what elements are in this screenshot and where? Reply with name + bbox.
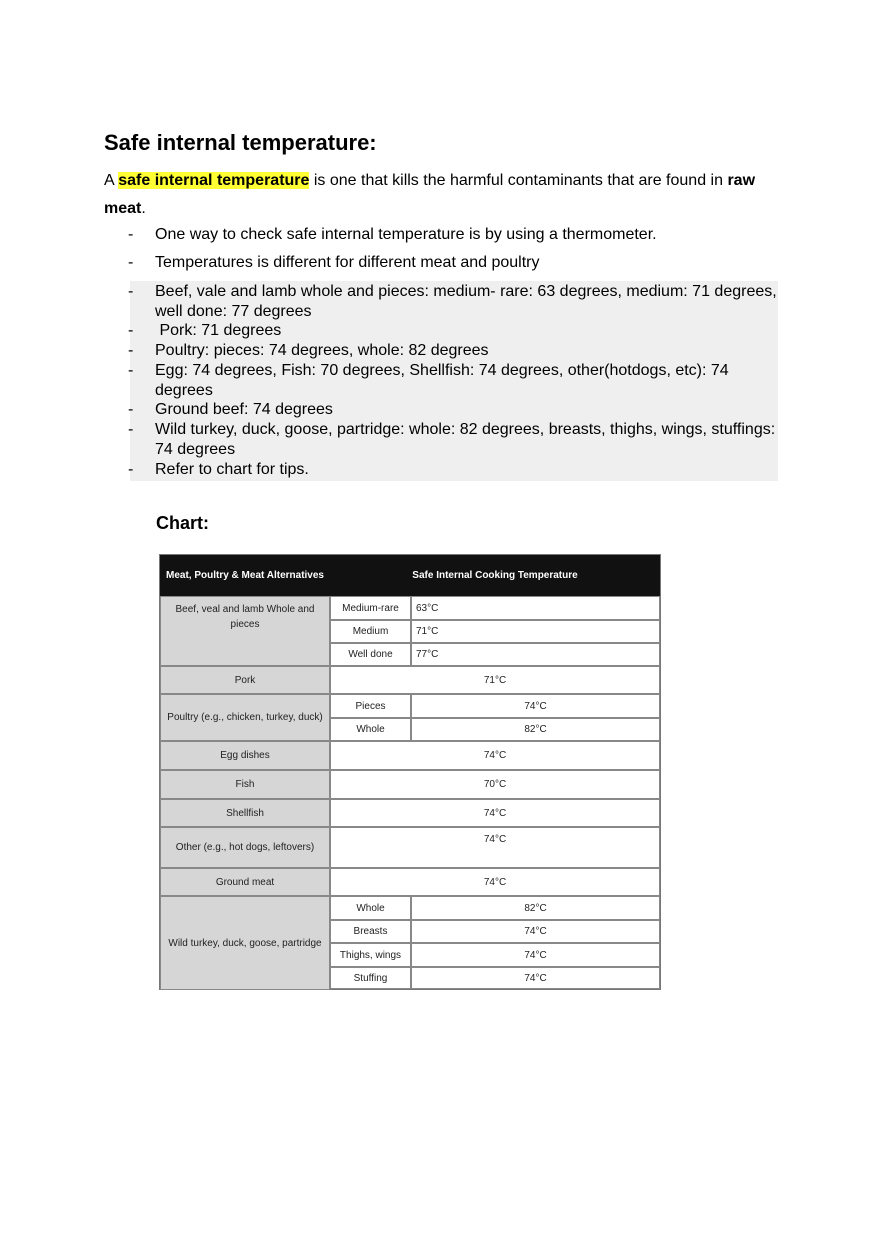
- row-label-other: Other (e.g., hot dogs, leftovers): [160, 827, 330, 868]
- list-item-text: Beef, vale and lamb whole and pieces: medium- rare: 63 degrees, medium: 71 degrees, well done: 77 degrees: [155, 283, 777, 320]
- cell-pieces-temp: 74°C: [411, 694, 660, 718]
- chart-heading: Chart:: [156, 513, 209, 533]
- cell-pork-temp: 71°C: [330, 666, 660, 694]
- cell-stuffing-temp: 74°C: [411, 967, 660, 989]
- cell-other-temp: 74°C: [330, 827, 660, 868]
- cell-whole: Whole: [330, 718, 411, 741]
- list-dash: -: [128, 322, 134, 339]
- intro-middle: is one that kills the harmful contaminants that are found in: [309, 172, 728, 189]
- cell-medium-rare-temp: 63°C: [411, 596, 660, 620]
- cell-medium-temp: 71°C: [411, 620, 660, 643]
- cell-fish-temp: 70°C: [330, 770, 660, 799]
- list-item-text: Poultry: pieces: 74 degrees, whole: 82 degrees: [155, 342, 489, 359]
- list-dash: -: [128, 254, 134, 271]
- cell-thighs: Thighs, wings: [330, 943, 411, 967]
- cell-shellfish-temp: 74°C: [330, 799, 660, 827]
- cell-ground-temp: 74°C: [330, 868, 660, 896]
- highlighted-term: safe internal temperature: [118, 172, 310, 189]
- list-dash: -: [128, 421, 134, 438]
- list-dash: -: [128, 401, 134, 418]
- intro-prefix: A: [104, 172, 119, 189]
- row-label-pork: Pork: [160, 666, 330, 694]
- row-label-fish: Fish: [160, 770, 330, 799]
- list-item-text: Pork: 71 degrees: [155, 322, 282, 339]
- cell-thighs-temp: 74°C: [411, 943, 660, 967]
- list-item-text: One way to check safe internal temperature is by using a thermometer.: [155, 226, 657, 243]
- cell-stuffing: Stuffing: [330, 967, 411, 989]
- row-label-wild: Wild turkey, duck, goose, partridge: [160, 896, 330, 990]
- list-item-text: Egg: 74 degrees, Fish: 70 degrees, Shellfish: 74 degrees, other(hotdogs, etc): 74 degrees: [155, 362, 729, 399]
- cell-wild-whole: Whole: [330, 896, 411, 920]
- cell-medium: Medium: [330, 620, 411, 643]
- cell-wild-whole-temp: 82°C: [411, 896, 660, 920]
- cell-well-done: Well done: [330, 643, 411, 666]
- cell-breasts-temp: 74°C: [411, 920, 660, 943]
- intro-suffix: .: [141, 200, 146, 217]
- list-item-text: Refer to chart for tips.: [155, 461, 309, 478]
- intro-bold-term: raw meat: [104, 172, 756, 217]
- cell-breasts: Breasts: [330, 920, 411, 943]
- cell-medium-rare: Medium-rare: [330, 596, 411, 620]
- list-dash: -: [128, 461, 134, 478]
- list-item-text: Ground beef: 74 degrees: [155, 401, 333, 418]
- page-title: Safe internal temperature:: [104, 130, 377, 155]
- intro-paragraph: [104, 167, 794, 223]
- list-dash: -: [128, 226, 134, 243]
- row-label-beef: Beef, veal and lamb Whole and pieces: [160, 596, 330, 666]
- list-dash: -: [128, 283, 134, 300]
- header-temperature: Safe Internal Cooking Temperature: [330, 555, 660, 596]
- temperature-chart: [159, 554, 661, 990]
- cell-well-done-temp: 77°C: [411, 643, 660, 666]
- row-label-poultry: Poultry (e.g., chicken, turkey, duck): [160, 694, 330, 741]
- list-item-text: Wild turkey, duck, goose, partridge: whole: 82 degrees, breasts, thighs, wings, stuffings: 74 degrees: [155, 421, 776, 458]
- header-meat: Meat, Poultry & Meat Alternatives: [160, 555, 330, 596]
- cell-whole-temp: 82°C: [411, 718, 660, 741]
- row-label-egg: Egg dishes: [160, 741, 330, 770]
- list-dash: -: [128, 342, 134, 359]
- list-item-text: Temperatures is different for different meat and poultry: [155, 254, 540, 271]
- list-dash: -: [128, 362, 134, 379]
- cell-pieces: Pieces: [330, 694, 411, 718]
- row-label-ground: Ground meat: [160, 868, 330, 896]
- row-label-shellfish: Shellfish: [160, 799, 330, 827]
- cell-egg-temp: 74°C: [330, 741, 660, 770]
